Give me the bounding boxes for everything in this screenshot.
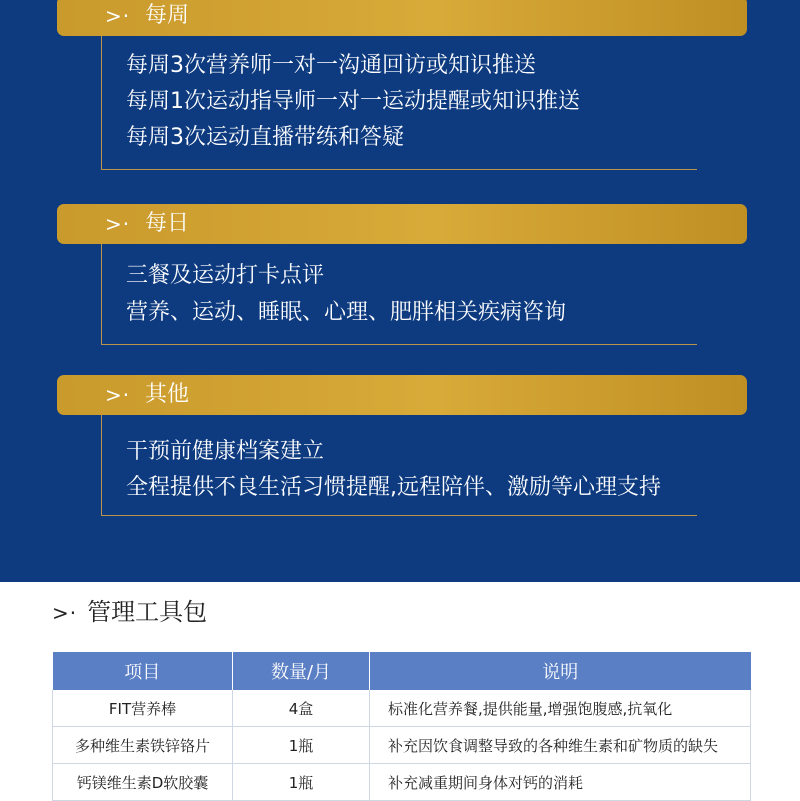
cell-item: 多种维生素铁锌铬片 [53, 727, 233, 764]
section-header-daily [57, 204, 747, 244]
list-item: 每周3次运动直播带练和答疑 [126, 125, 404, 150]
cell-description: 标准化营养餐,提供能量,增强饱腹感,抗氧化 [370, 690, 751, 727]
section-title: 每周 [145, 3, 190, 28]
section-title: 其他 [145, 382, 190, 407]
table-header-row [53, 652, 751, 690]
section-marker: >· [105, 383, 131, 407]
cell-quantity: 1瓶 [233, 764, 370, 801]
section-marker: >· [105, 4, 131, 28]
cell-quantity: 4盒 [233, 690, 370, 727]
column-header-description: 说明 [370, 652, 751, 690]
section-header-weekly [57, 0, 747, 36]
toolkit-table [52, 652, 751, 801]
list-item: 营养、运动、睡眠、心理、肥胖相关疾病咨询 [126, 300, 567, 325]
list-item: 干预前健康档案建立 [126, 439, 325, 464]
section-marker: >· [105, 212, 131, 236]
section-body-other [101, 415, 697, 516]
cell-description: 补充因饮食调整导致的各种维生素和矿物质的缺失 [370, 727, 751, 764]
list-item: 全程提供不良生活习惯提醒,远程陪伴、激励等心理支持 [126, 475, 661, 500]
table-row [53, 690, 751, 727]
column-header-item: 项目 [53, 652, 233, 690]
section-header-other [57, 375, 747, 415]
column-header-quantity: 数量/月 [233, 652, 370, 690]
list-item: 三餐及运动打卡点评 [126, 263, 325, 288]
toolkit-heading [52, 592, 207, 632]
toolkit-marker: >· [52, 601, 78, 625]
table-row [53, 727, 751, 764]
list-item: 每周1次运动指导师一对一运动提醒或知识推送 [126, 89, 580, 114]
cell-item: FIT营养棒 [53, 690, 233, 727]
section-body-daily [101, 244, 697, 345]
list-item: 每周3次营养师一对一沟通回访或知识推送 [126, 53, 536, 78]
toolkit-title: 管理工具包 [87, 598, 208, 626]
section-body-weekly [101, 36, 697, 170]
cell-item: 钙镁维生素D软胶囊 [53, 764, 233, 801]
cell-description: 补充减重期间身体对钙的消耗 [370, 764, 751, 801]
table-row [53, 764, 751, 801]
section-title: 每日 [145, 211, 190, 236]
cell-quantity: 1瓶 [233, 727, 370, 764]
